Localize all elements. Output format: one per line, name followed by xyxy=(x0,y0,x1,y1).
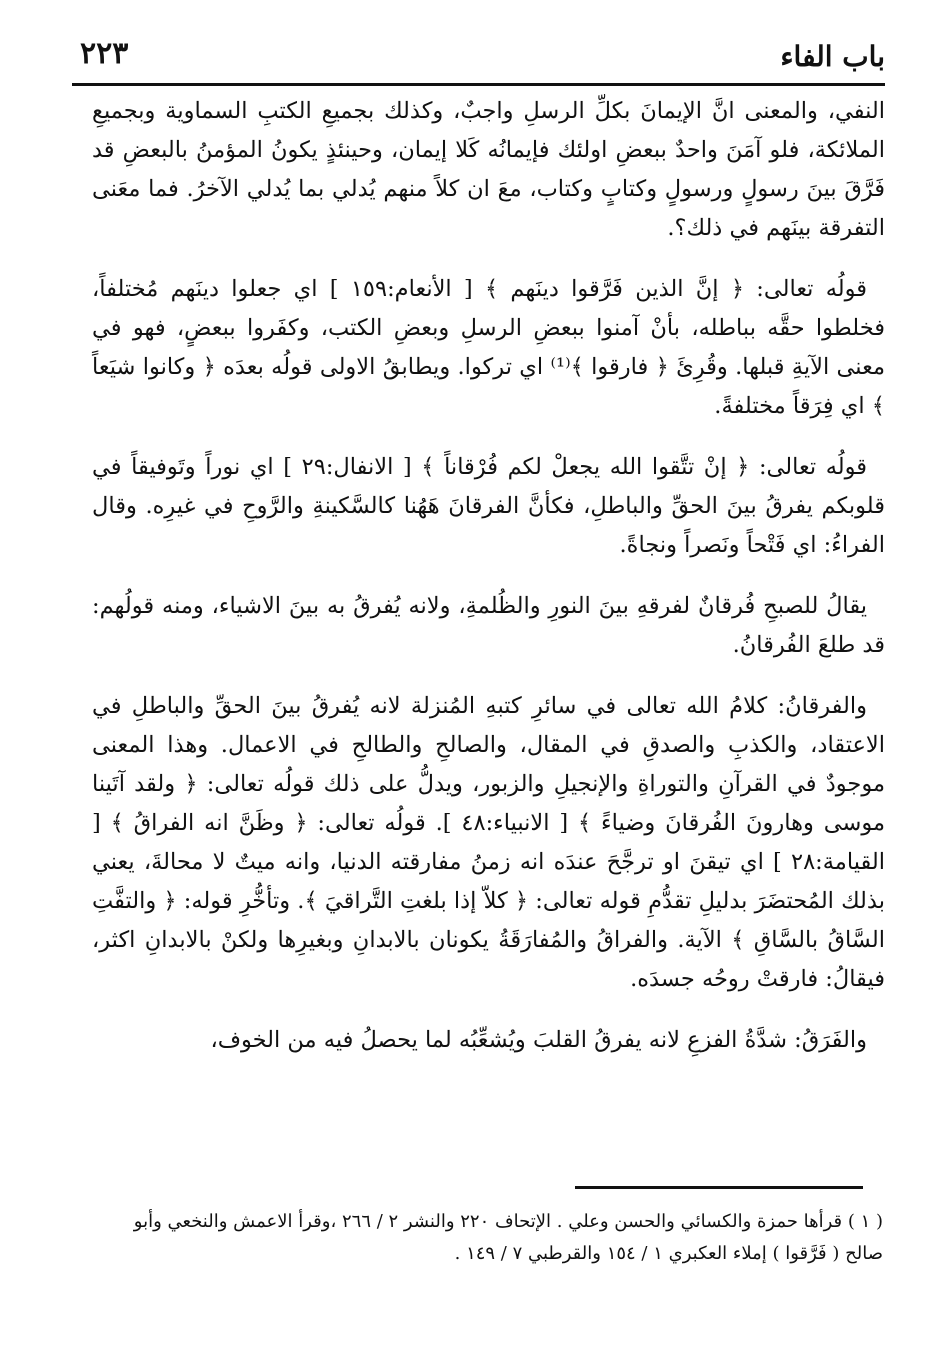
footnote: ( ١ ) قرأها حمزة والكسائي والحسن وعلي . الإتحاف ٢٢٠ والنشر ٢ / ٢٦٦ ،وقرأ الاعمش والنخعي وأبو صالح ( فَرَّقوا ) إملاء العكبري ١ / ١٥٤ والقرطبي ٧ / ١٤٩ . xyxy=(133,1211,883,1264)
footnote-rule xyxy=(575,1186,863,1189)
paragraph-5 xyxy=(92,687,885,999)
page-number: ٢٢٣ xyxy=(80,36,129,71)
paragraph-text: النفي، والمعنى انَّ الإيمانَ بكلِّ الرسلِ واجبٌ، وكذلك بجميعِ الكتبِ السماوية وبجميعِ الملائكة، فلو آمَنَ واحدٌ ببعضِ اولئك فإيمانُه كَلا إيمان، وحينئذٍ يكونُ المؤمنُ بالبعضِ قد فَرَّقَ بينَ رسولٍ ورسولٍ وكتابٍ وكتاب، معَ ان كلاً منهم يُدلي بما يُدلي الآخرُ. فما معَنى التفرقة بينَهم في ذلك؟. xyxy=(92,98,885,241)
paragraph-text: والفرقانُ: كلامُ الله تعالى في سائرِ كتبهِ المُنزلة لانه يُفرقُ بينَ الحقِّ والباطلِ في الاعتقاد، والكذبِ والصدقِ في المقال، والصالحِ والطالحِ في الاعمال. وهذا المعنى موجودٌ في القرآنِ والتوراةِ والإنجيلِ والزبور، ويدلُّ على ذلك قولُه تعالى: ﴿ ولقد آتَينا موسى وهارونَ الفُرقانَ وضياءً ﴾ [ الانبياء:٤٨ ]. قولُه تعالى: ﴿ وظَنَّ انه الفراقُ ﴾ [ القيامة:٢٨ ] اي تيقنَ او ترجَّحَ عندَه انه زمنُ مفارقته الدنيا، وانه ميتٌ لا محالةَ، يعني بذلك المُحتضَرَ بدليلِ تقدُّمِ قوله تعالى: ﴿ كلاّ إذا بلغتِ التَّراقيَ ﴾. وتأخُّرِ قوله: ﴿ والتفَّتِ السَّاقُ بالسَّاقِ ﴾ الآية. والفراقُ والمُفارَقَةُ يكونان بالابدانِ وبغيرِها ولكنْ بالابدانِ اكثر، فيقالُ: فارقتْ روحُه جسدَه. xyxy=(92,693,885,992)
header-rule xyxy=(72,83,885,86)
paragraph-text: والفَرَقُ: شدَّةُ الفزعِ لانه يفرقُ القلبَ ويُشعِّبُه لما يحصلُ فيه من الخوف، xyxy=(210,1027,867,1053)
paragraph-text: يقالُ للصبحِ فُرقانٌ لفرقهِ بينَ النورِ والظُلمةِ، ولانه يُفرقُ به بينَ الاشياء، ومنه قولُهم: قد طلعَ الفُرقانُ. xyxy=(92,593,885,658)
page-body xyxy=(92,92,885,1082)
paragraph-text: قولُه تعالى: ﴿ إنْ تتَّقوا الله يجعلْ لكم فُرْقاناً ﴾ [ الانفال:٢٩ ] اي نوراً وتَوفيقاً في قلوبكم يفرقُ بينَ الحقِّ والباطلِ، فكأنَّ الفرقانَ هَهُنا كالسَّكينةِ والرَّوحِ في غيرِه. وقال الفراءُ: اي فَتْحاً ونَصراً ونجاةً. xyxy=(92,454,885,558)
page-header xyxy=(80,30,885,78)
paragraph-3 xyxy=(92,448,885,565)
paragraph-2 xyxy=(92,270,885,426)
paragraph-4 xyxy=(92,587,885,665)
paragraph-text: قولُه تعالى: ﴿ إنَّ الذين فَرَّقوا دينَهم ﴾ [ الأنعام:١٥٩ ] اي جعلوا دينَهم مُختلفاً، فخلطوا حقَّه بباطله، بأنْ آمنوا ببعضِ الرسلِ وبعضِ الكتب، وكفَروا ببعضٍ، فهو في معنى الآيةِ قبلها. وقُرِئَ ﴿ فارقوا ﴾⁽¹⁾ اي تركوا. ويطابقُ الاولى قولُه بعدَه ﴿ وكانوا شيَعاً ﴾ اي فِرَقاً مختلفةً. xyxy=(92,276,885,419)
paragraph-6 xyxy=(92,1021,885,1060)
chapter-title: باب الفاء xyxy=(780,40,885,73)
paragraph-1 xyxy=(92,92,885,248)
